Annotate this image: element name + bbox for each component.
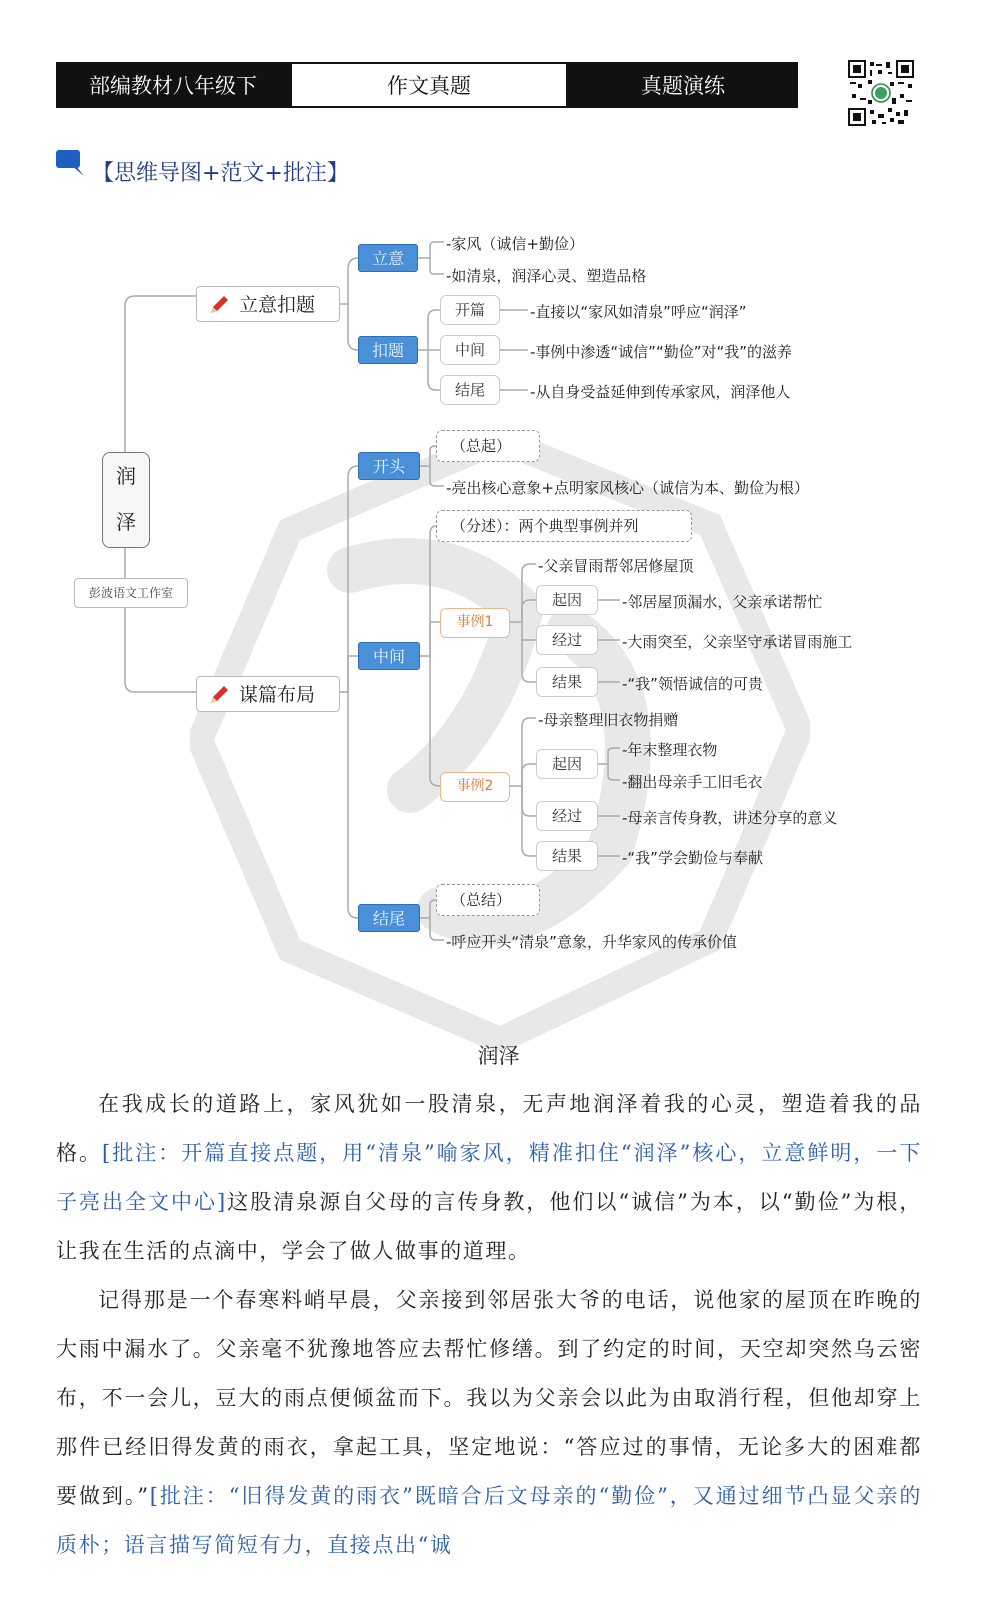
leaf-liyi-1: -家风（诚信+勤俭）	[446, 235, 584, 253]
pencil-icon	[207, 683, 231, 707]
tag-kaitou: 开头	[358, 452, 420, 480]
essay-paragraph-1	[56, 1080, 922, 1276]
leaf-jiewei-kouti: -从自身受益延伸到传承家风，润泽他人	[530, 383, 791, 401]
leaf-jiewei: -呼应开头“清泉”意象，升华家风的传承价值	[446, 933, 737, 951]
branch-liyi-kouti	[196, 286, 340, 322]
leaf-ex1-jingguo: -大雨突至，父亲坚守承诺冒雨施工	[622, 633, 853, 651]
leaf-ex2-title: -母亲整理旧衣物捐赠	[538, 711, 679, 729]
leaf-ex2-jieguo: -“我”学会勤俭与奉献	[622, 849, 763, 867]
header-tab-textbook: 部编教材八年级下	[56, 62, 290, 108]
tag-ex1-jieguo: 结果	[536, 667, 598, 697]
box-zongqi: （总起）	[436, 430, 540, 462]
annotation: [批注：“旧得发黄的雨衣”既暗合后文母亲的“勤俭”，又通过细节凸显父亲的质朴；语言描写简短有力，直接点出“诚	[56, 1484, 922, 1557]
pencil-icon	[207, 293, 231, 317]
essay-title: 润泽	[477, 1044, 520, 1068]
header-tab-essay: 作文真题	[290, 62, 568, 108]
tag-example-2: 事例2	[440, 772, 510, 802]
essay-text: 记得那是一个春寒料峭早晨，父亲接到邻居张大爷的电话，说他家的屋顶在昨晚的大雨中漏水了。父亲毫不犹豫地答应去帮忙修缮。到了约定的时间，天空却突然乌云密布，不一会儿，豆大的雨点便倾盆而下。我以为父亲会以此为由取消行程，但他却穿上那件已经旧得发黄的雨衣，拿起工具，坚定地说：“答应过的事情，无论多大的困难都要做到。”	[56, 1288, 922, 1508]
tag-jiewei-kouti: 结尾	[440, 375, 500, 405]
tag-zhongjian: 中间	[358, 642, 420, 670]
root-char-1: 润	[116, 464, 136, 488]
leaf-kaipian: -直接以“家风如清泉”呼应“润泽”	[530, 303, 747, 321]
studio-label: 彭波语文工作室	[74, 578, 188, 608]
leaf-liyi-2: -如清泉，润泽心灵、塑造品格	[446, 267, 647, 285]
mindmap-root-node	[102, 452, 150, 548]
tag-liyi: 立意	[358, 244, 418, 272]
essay-paragraph-2	[56, 1276, 922, 1570]
leaf-kaitou: -亮出核心意象+点明家风核心（诚信为本、勤俭为根）	[446, 479, 809, 497]
leaf-ex1-jieguo: -“我”领悟诚信的可贵	[622, 675, 763, 693]
tag-jiewei: 结尾	[358, 904, 420, 932]
box-fenshu: （分述）：两个典型事例并列	[436, 510, 692, 542]
essay-text: 在我成长的道路上，家风犹如一股清泉，无声地润泽着我的心灵，塑造着我的品格。	[56, 1092, 922, 1165]
tag-ex2-qiyin: 起因	[536, 749, 598, 779]
tag-kaipian: 开篇	[440, 295, 500, 325]
leaf-ex2-qiyin-1: -年末整理衣物	[622, 741, 718, 759]
tag-ex1-qiyin: 起因	[536, 585, 598, 615]
tag-example-1: 事例1	[440, 608, 510, 638]
section-title: 【思维导图+范文+批注】	[92, 161, 349, 186]
essay-text: 这股清泉源自父母的言传身教，他们以“诚信”为本，以“勤俭”为根，让我在生活的点滴中，学会了做人做事的道理。	[56, 1190, 922, 1263]
branch-label: 谋篇布局	[239, 684, 316, 706]
leaf-ex1-title: -父亲冒雨帮邻居修屋顶	[538, 557, 694, 575]
tag-zhongjian-kouti: 中间	[440, 335, 500, 365]
tag-ex2-jingguo: 经过	[536, 801, 598, 831]
annotation: [批注：开篇直接点题，用“清泉”喻家风，精准扣住“润泽”核心，立意鲜明，一下子亮出全文中心]	[56, 1141, 922, 1214]
leaf-zhongjian-kouti: -事例中渗透“诚信”“勤俭”对“我”的滋养	[530, 343, 793, 361]
leaf-ex1-qiyin: -邻居屋顶漏水，父亲承诺帮忙	[622, 593, 823, 611]
root-char-2: 泽	[116, 510, 136, 534]
tag-kouti: 扣题	[358, 336, 418, 364]
box-zongjie: （总结）	[436, 884, 540, 916]
leaf-ex2-qiyin-2: -翻出母亲手工旧毛衣	[622, 773, 763, 791]
leaf-ex2-jingguo: -母亲言传身教，讲述分享的意义	[622, 809, 838, 827]
branch-moupian-buju	[196, 676, 340, 712]
branch-label: 立意扣题	[239, 294, 316, 316]
tag-ex1-jingguo: 经过	[536, 625, 598, 655]
header-tab-practice: 真题演练	[568, 62, 798, 108]
tag-ex2-jieguo: 结果	[536, 841, 598, 871]
